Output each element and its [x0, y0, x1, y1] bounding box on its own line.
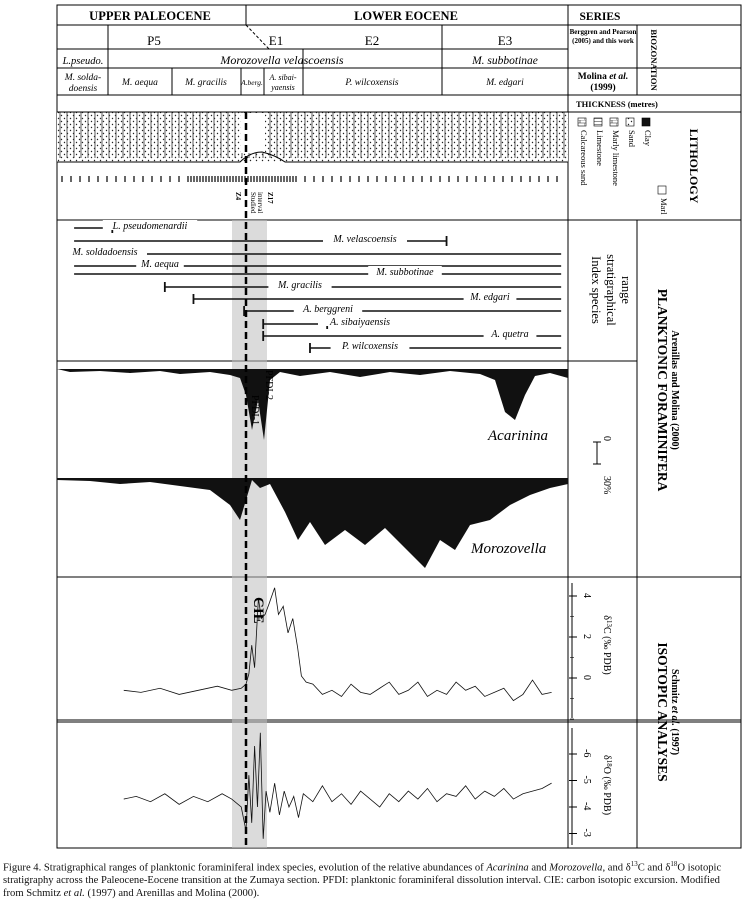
range-label-pwilcoxensis: P. wilcoxensis [342, 341, 398, 352]
subzone-soldadoensis-2: doensis [68, 84, 98, 94]
o18-tick-label: -4 [581, 802, 592, 811]
subzone-soldadoensis-1: M. solda- [64, 73, 102, 83]
molina-year: (1999) [590, 83, 616, 93]
range-label-mvelascoensis: M. velascoensis [333, 234, 397, 245]
zone-lpseudo: L.pseudo. [62, 56, 104, 67]
range-label-msoldadoensis: M. soldadoensis [72, 247, 138, 258]
o18-label: $\delta^{18}O$ (‰ PDB) [601, 754, 613, 816]
biozonation-label: BIOZONATION [649, 29, 659, 91]
series-lower-eocene: LOWER EOCENE [354, 9, 458, 23]
range-label-maequa: M. aequa [141, 259, 179, 270]
series-label: SERIES [579, 11, 621, 23]
subzone-sibaiyaensis-1: A. sibai- [269, 73, 297, 82]
c13-tick-label: 4 [581, 593, 592, 598]
range-label-msubbotinae: M. subbotinae [376, 267, 434, 278]
c13-label: $\delta^{13}C$ (‰ PDB) [601, 615, 613, 675]
range-label-lpseudomenardii: L. pseudomenardii [112, 221, 188, 232]
pfdi-2-label: PFDI-2 [263, 370, 274, 401]
c13-axis [569, 583, 592, 719]
isotopes-author: Schmitz et al. (1997) [669, 668, 680, 756]
ranges-title-2: stratigraphical [604, 254, 618, 326]
scale-thirty: 30% [601, 476, 612, 495]
foram-title: PLANKTONIC FORAMINIFERA [655, 288, 670, 492]
zone-morozovella: Morozovella velascoensis [220, 53, 344, 67]
molina-label: Molina et al. [577, 72, 629, 82]
abundance-scale [593, 436, 612, 494]
foram-author: Arenillas and Molina (2000) [669, 330, 680, 450]
legend-calcareous-sand: Calcareous sand [579, 130, 589, 186]
ranges-title-1: Index species [589, 256, 603, 324]
figure-caption: Figure 4. Stratigraphical ranges of planktonic foraminiferal index species, evolution of the relative abundances of Acarinina and Morozovella, and $\delta^{13}C$ and $\delta^{18}O$ isotopic stratigraphy across the Paleocene-Eocene transition at the Zumaya section. PFDI: planktonic foraminiferal dissolution interval. CIE: carbon isotopic excursion. Modified from Schmitz et al. (1997) and Arenillas and Molina (2000). [3, 860, 722, 899]
berggren-note-2: (2005) and this work [572, 37, 634, 45]
thickness-label: THICKNESS (metres) [576, 99, 658, 109]
c13-tick-label: 2 [581, 634, 592, 639]
cie-label: CIE [250, 597, 266, 624]
legend-marl: Marl [659, 198, 669, 215]
c13-tick-label: 0 [581, 675, 592, 680]
zone-p5: P5 [147, 33, 161, 48]
berggren-note-1: Berggren and Pearson [569, 28, 637, 36]
subzone-sibaiyaensis-2: yaensis [271, 83, 295, 92]
marker-z17: Z17 [266, 192, 274, 204]
subzone-aberg: A.berg. [241, 78, 263, 87]
marker-studied-1: Studied [249, 192, 257, 214]
series-upper-paleocene: UPPER PALEOCENE [89, 9, 211, 23]
range-label-medgari: M. edgari [470, 292, 510, 303]
isotopes-title: ISOTOPIC ANALYSES [655, 642, 670, 782]
marker-studied-2: interval [256, 192, 264, 214]
range-label-mgracilis: M. gracilis [278, 280, 322, 291]
range-label-aberggreni: A. berggreni [303, 304, 353, 315]
o18-axis [569, 728, 592, 845]
legend-marly-limestone: Marly limestone [611, 130, 621, 186]
subzone-gracilis: M. gracilis [185, 78, 227, 88]
legend-sand: Sand [627, 130, 637, 147]
acarinina-label: Acarinina [488, 428, 548, 444]
pfdi-1-label: PFDI-1 [249, 395, 260, 426]
ranges-title-3: range [619, 276, 633, 304]
marker-z4: Z4 [234, 192, 242, 201]
subzone-aequa: M. aequa [122, 78, 158, 88]
o18-tick-label: -5 [581, 775, 592, 784]
zone-e1: E1 [268, 33, 284, 48]
clay-interval [241, 113, 265, 153]
zone-e2: E2 [364, 33, 380, 48]
subzone-wilcoxensis: P. wilcoxensis [345, 78, 399, 88]
o18-tick-label: -6 [581, 749, 592, 758]
morozovella-label: Morozovella [471, 541, 547, 557]
legend-clay: Clay [643, 130, 653, 147]
c13-curve [124, 588, 552, 701]
zone-subbotinae: M. subbotinae [472, 55, 538, 67]
range-label-aquetra: A. quetra [491, 329, 529, 340]
lithology-label: LITHOLOGY [687, 128, 701, 204]
lithology-legend [578, 118, 669, 215]
zone-e3: E3 [497, 33, 513, 48]
o18-tick-label: -3 [581, 828, 592, 837]
scale-zero: 0 [601, 436, 612, 441]
lithology-column [57, 112, 568, 162]
o18-curve [124, 733, 552, 839]
subzone-edgari: M. edgari [486, 78, 524, 88]
studied-interval-shade [232, 220, 267, 848]
legend-limestone: Limestone [595, 130, 605, 166]
range-label-asibaiyaensis: A. sibaiyaensis [330, 317, 390, 328]
